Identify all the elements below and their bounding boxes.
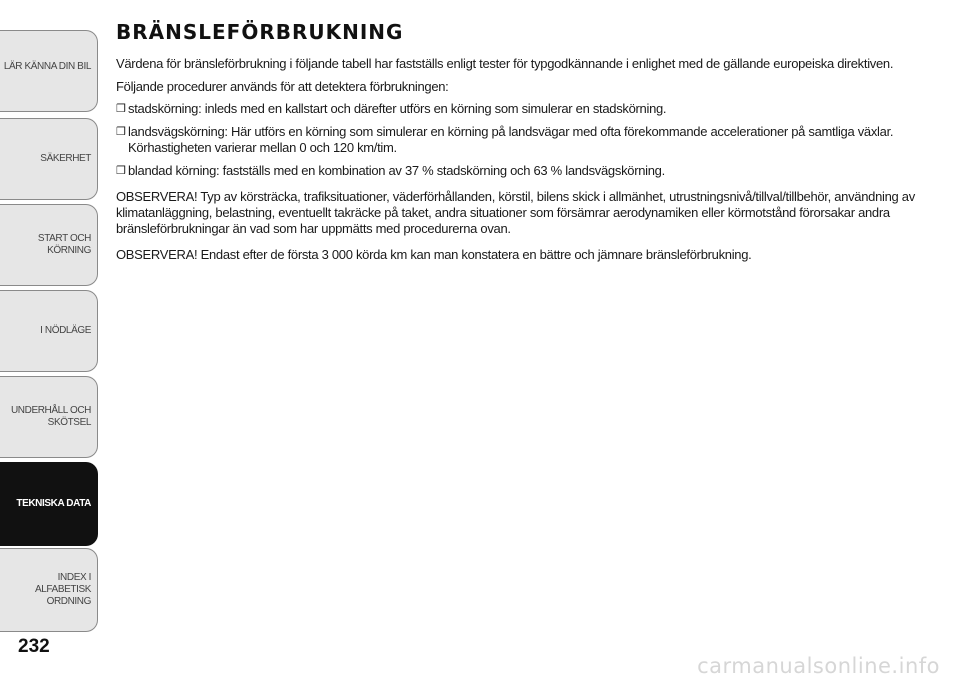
watermark: carmanualsonline.info	[697, 654, 940, 678]
tab-tekniska-data[interactable]	[0, 462, 98, 546]
tab-label: INDEX I ALFABETISK ORDNING	[34, 572, 91, 607]
checkbox-bullet-icon: ❒	[116, 126, 126, 138]
list-item-text: stadskörning: inleds med en kallstart och därefter utförs en körning som simulerar en stadskörning.	[128, 101, 667, 116]
page-number: 232	[18, 636, 50, 657]
intro-paragraph: Värdena för bränsleförbrukning i följande tabell har fastställs enligt tester för typgodkännande i enlighet med de gällande europeiska direktiven.	[116, 56, 894, 71]
note-paragraph: OBSERVERA! Typ av körsträcka, trafiksituationer, väderförhållanden, körstil, bilens skick i allmänhet, utrustningsnivå/tillval/tillbehör, användning av klimatanläggning, belastning, eventuellt takräcke på taket, andra situationer som försämrar aerodynamiken eller körmotstånd förorsakar andra bränsleförbrukningar än vad som har uppmätts med procedurerna ovan.	[116, 189, 915, 236]
tab-label: I NÖDLÄGE	[40, 325, 91, 336]
list-item-text: blandad körning: fastställs med en kombination av 37 % stadskörning och 63 % landsvägskörning.	[128, 163, 665, 178]
tab-label: TEKNISKA DATA	[16, 498, 91, 509]
checkbox-bullet-icon: ❒	[116, 165, 126, 177]
tab-start-och-korning[interactable]	[0, 204, 98, 286]
tab-index-i-alfabetisk-ordning[interactable]	[0, 548, 98, 632]
main-content	[116, 20, 926, 263]
page-title: BRÄNSLEFÖRBRUKNING	[116, 20, 404, 44]
tab-underhall-och-skotsel[interactable]	[0, 376, 98, 458]
list-item-text: landsvägskörning: Här utförs en körning som simulerar en körning på landsvägar med ofta förekommande accelerationer på samtliga växlar. Körhastigheten varierar mellan 0 och 120 km/tim.	[128, 124, 894, 155]
tab-label: UNDERHÅLL OCH SKÖTSEL	[10, 405, 91, 428]
tab-label: LÄR KÄNNA DIN BIL	[3, 61, 91, 72]
list-item	[116, 101, 926, 117]
list-item	[116, 163, 926, 179]
list-item	[116, 124, 926, 156]
tab-label: START OCH KÖRNING	[37, 233, 91, 256]
tab-sakerhet[interactable]	[0, 118, 98, 200]
note-paragraph: OBSERVERA! Endast efter de första 3 000 körda km kan man konstatera en bättre och jämnare bränsleförbrukning.	[116, 247, 752, 262]
checkbox-bullet-icon: ❒	[116, 103, 126, 115]
tab-i-nodlage[interactable]	[0, 290, 98, 372]
procedures-lead: Följande procedurer används för att detektera förbrukningen:	[116, 79, 449, 94]
tab-label: SÄKERHET	[40, 153, 91, 164]
tab-lar-kanna-din-bil[interactable]	[0, 30, 98, 112]
chapter-sidebar	[0, 0, 100, 640]
